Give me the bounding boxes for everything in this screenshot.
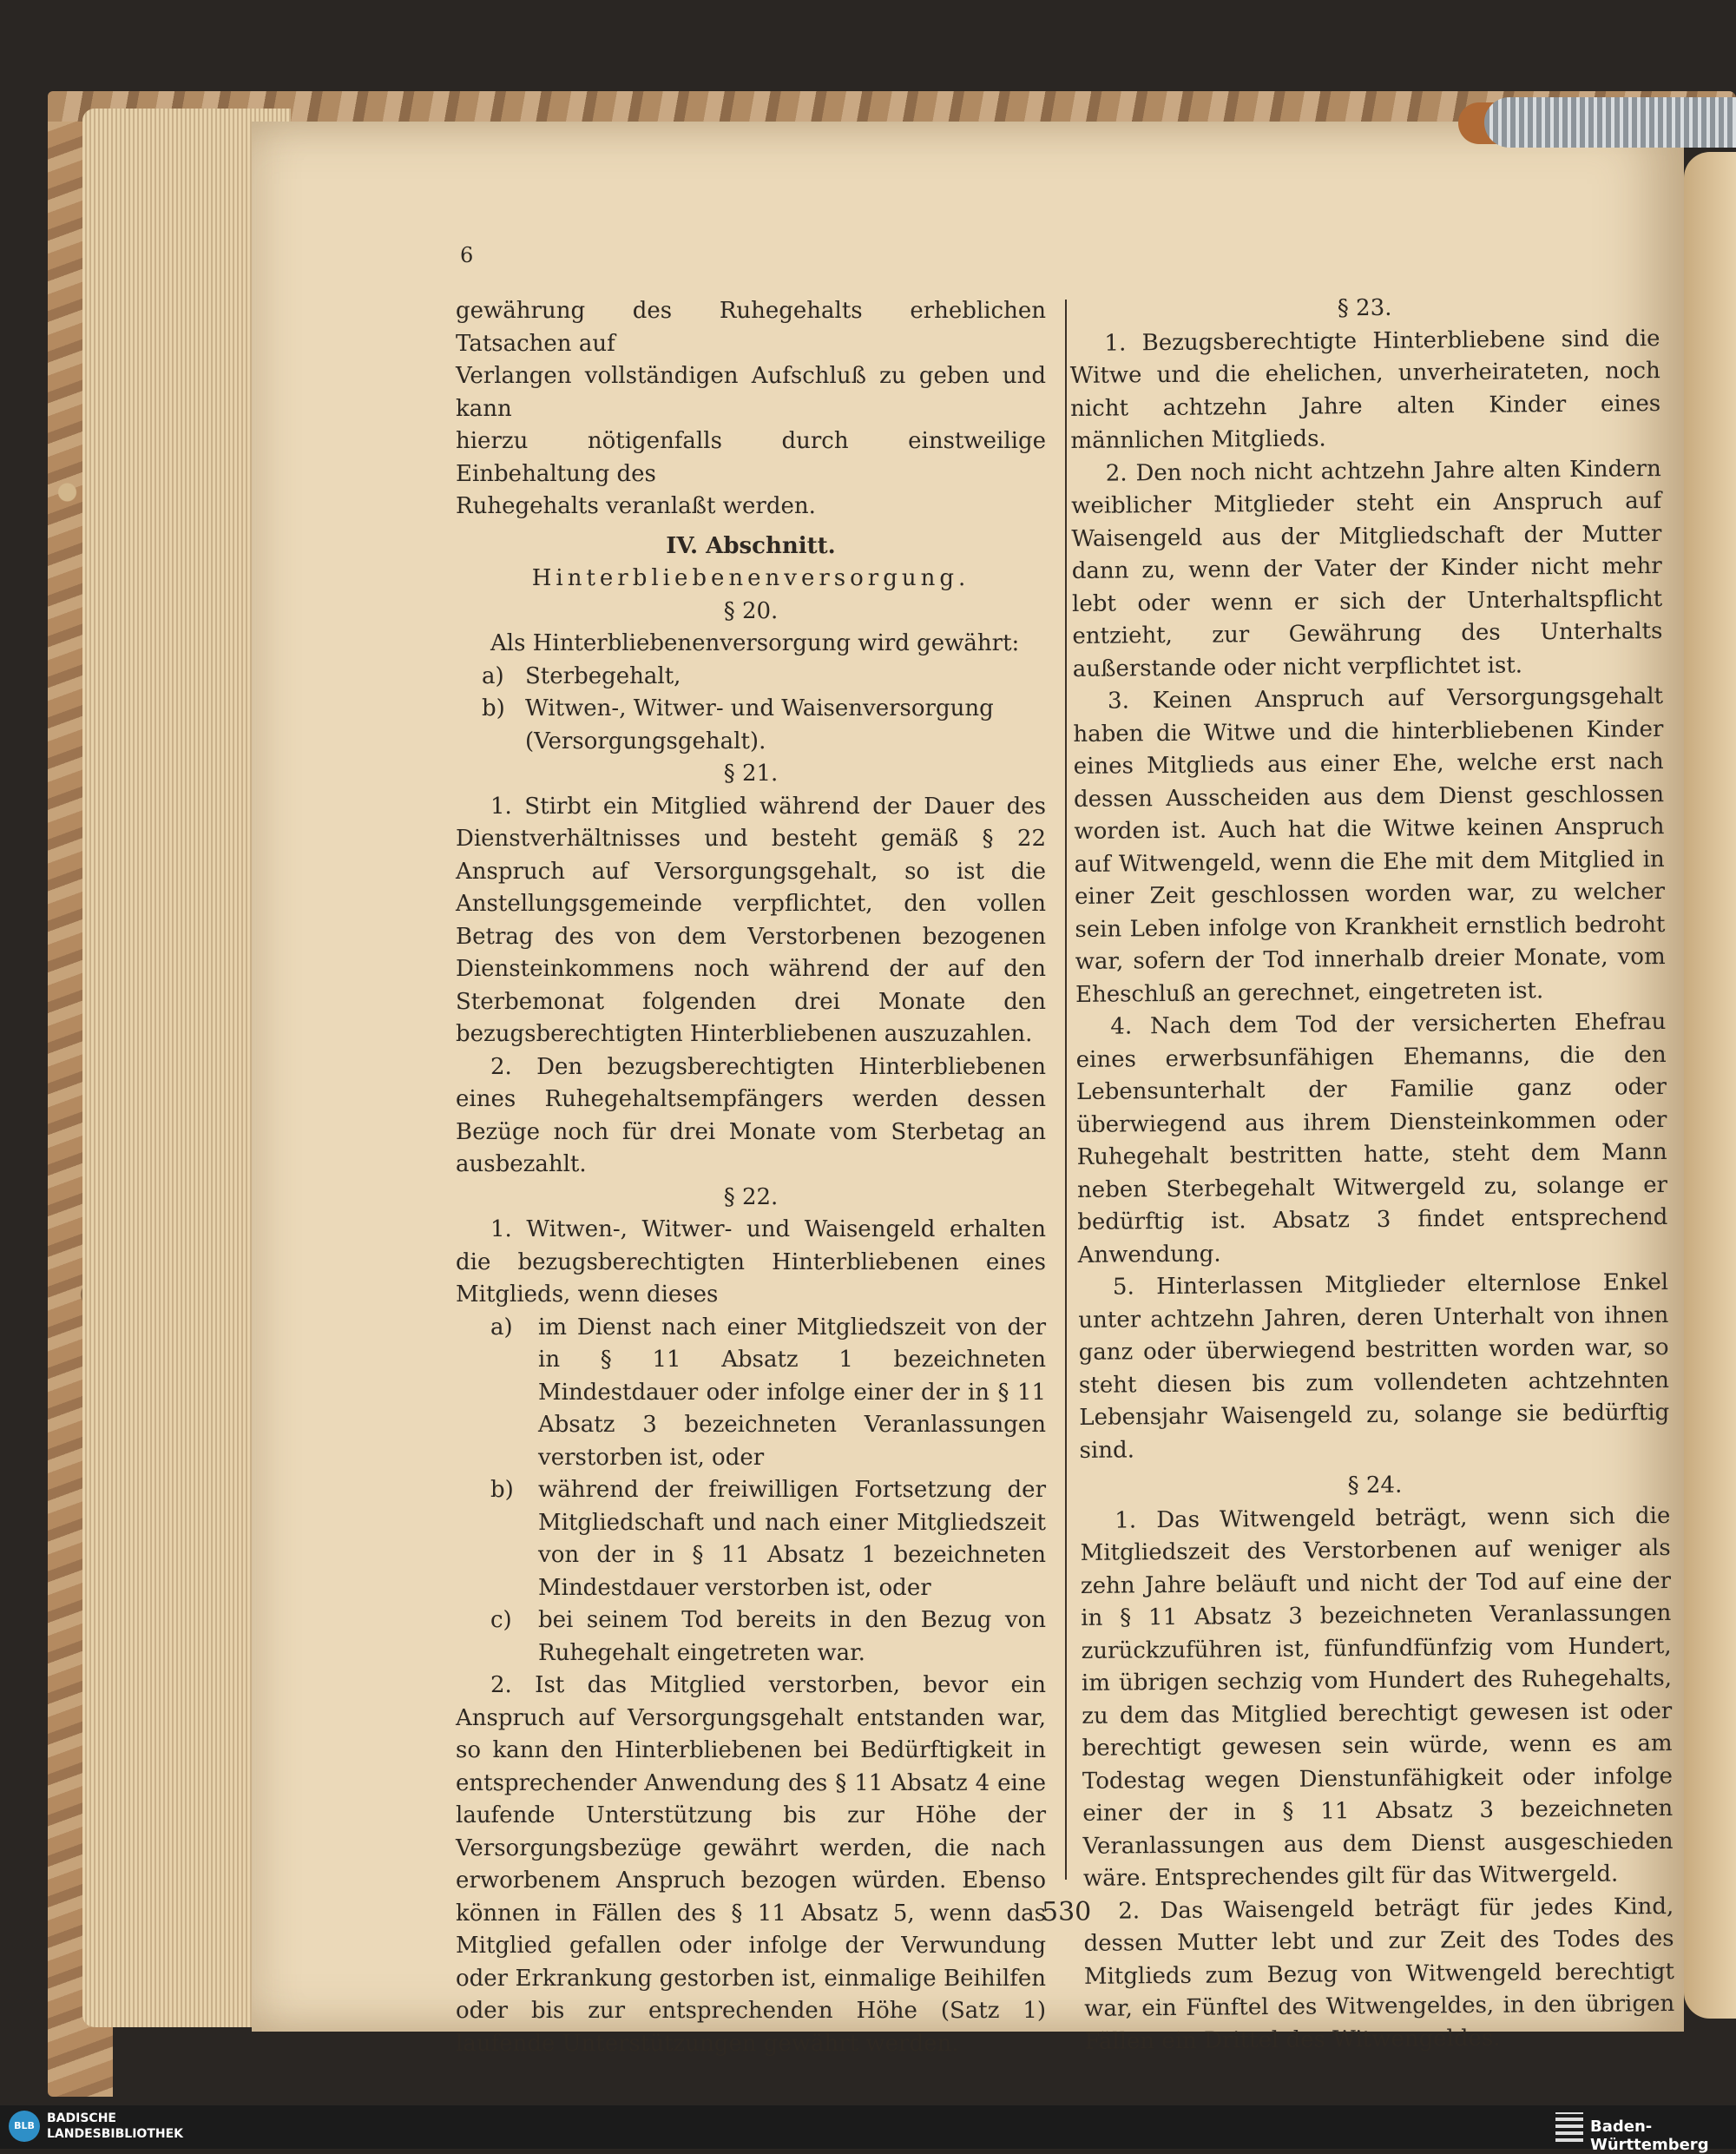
bw-coat-of-arms-icon — [1555, 2112, 1583, 2142]
paragraph-24-text-1: 1. Das Witwengeld beträgt, wenn sich die Mitgliedszeit des Verstorbenen auf weniger als zehn Jahre beläuft und nicht der Tod auf eine der in § 11 Absatz 3 bezeichneten Veranlassungen zurückzuführen ist, fünfundfünfzig vom Hundert, im übrigen sechzig vom Hundert des Ruhegehalts, zu dem das Mitglied berechtigt gewesen ist oder berechtigt gewesen sein würde, wenn es am Todestag wegen Dienstunfähigkeit oder infolge einer der in § 11 Absatz 3 bezeichneten Veranlassungen aus dem Dienst ausgeschieden wäre. Entsprechendes gilt für das Witwergeld. — [1080, 1502, 1674, 1892]
list-item-text: Witwen-, Witwer- und Waisenversorgung (Versorgungsgehalt). — [525, 695, 994, 754]
list-item — [456, 1312, 1046, 1475]
list-item-text: im Dienst nach einer Mitgliedszeit von der in § 11 Absatz 1 bezeichneten Mindestdauer oder infolge einer der in § 11 Absatz 3 bezeichneten Veranlassungen verstorben ist, oder — [538, 1314, 1046, 1471]
intro-line: hierzu nötigenfalls durch einstweilige Einbehaltung des — [456, 428, 1046, 487]
list-item-label: b) — [482, 695, 505, 721]
list-item — [456, 693, 1046, 758]
paragraph-21-text-1: 1. Stirbt ein Mitglied während der Dauer des Dienstverhältnisses und besteht gemäß § 22 Anspruch auf Versorgungsgehalt, so ist die Anstellungsgemeinde verpflichtet, den vollen Betrag des von dem Verstorbenen bezogenen Diensteinkommens noch während der auf den Sterbemonat folgenden drei Monate den bezugsberechtigten Hinterbliebenen auszuzahlen. — [456, 793, 1046, 1047]
paragraph-21-text-2: 2. Den bezugsberechtigten Hinterbliebenen eines Ruhegehaltsempfängers werden dessen Bezüge noch für drei Monate vom Sterbetag an ausbezahlt. — [456, 1053, 1046, 1177]
page-number-bottom: 530 — [1042, 1897, 1092, 1927]
library-name — [47, 2111, 183, 2142]
paragraph-20-text: Als Hinterbliebenenversorgung wird gewährt: — [490, 630, 1020, 656]
list-item-label: c) — [490, 1607, 512, 1633]
paragraph-20-heading: § 20. — [723, 597, 779, 624]
library-name-line-1: BADISCHE — [47, 2111, 116, 2125]
bookmark-ribbon — [1484, 97, 1736, 148]
column-divider — [1065, 300, 1067, 1880]
list-item-label: b) — [490, 1477, 514, 1503]
paragraph-23-text-2: 2. Den noch nicht achtzehn Jahre alten Kindern weiblicher Mitglieder steht ein Anspruch auf Waisengeld aus der Mitgliedschaft der Mutter dann zu, wenn der Vater der Kinder nicht mehr lebt oder wenn er sich der Unterhaltspflicht entzieht, zur Gewährung des Unterhalts außerstande oder nicht verpflichtet ist. — [1070, 455, 1663, 682]
blb-logo: BLB — [9, 2111, 40, 2142]
paragraph-23-text-1: 1. Bezugsberechtigte Hinterbliebene sind die Witwe und die ehelichen, unverheirateten, noch nicht achtzehn Jahre alten Kinder eines männlichen Mitglieds. — [1069, 325, 1661, 454]
list-item-label: a) — [482, 662, 504, 689]
paragraph-23-text-5: 5. Hinterlassen Mitglieder elternlose Enkel unter achtzehn Jahren, deren Unterhalt von ihnen ganz oder überwiegend bestritten worden war, so steht diesen bis zum vollendeten achtzehnten Lebensjahr Waisengeld zu, solange sie bedürftig sind. — [1078, 1269, 1670, 1464]
state-name: Baden-Württemberg — [1590, 2118, 1709, 2154]
footer-bar — [0, 2105, 1736, 2154]
page-number-top: 6 — [460, 243, 474, 267]
paragraph-23-heading: § 23. — [1337, 294, 1392, 322]
facing-page-edge — [1684, 152, 1736, 2019]
list-item-text: Sterbegehalt, — [525, 662, 681, 689]
list-item — [456, 1604, 1046, 1670]
paragraph-23-text-4: 4. Nach dem Tod der versicherten Ehefrau eines erwerbsunfähigen Ehemanns, die den Lebensunterhalt der Familie ganz oder überwiegend aus ihrem Diensteinkommen oder Ruhegehalt bestritten hatte, steht dem Mann neben Sterbegehalt Witwergeld zu, solange er bedürftig ist. Absatz 3 findet entsprechend Anwendung. — [1075, 1009, 1668, 1268]
paragraph-24-text-2: 2. Das Waisengeld beträgt für jedes Kind, dessen Mutter lebt und zur Zeit des Todes des Mitglieds zum Bezug von Witwengeld berechtigt war, ein Fünftel des Witwengeldes, in den übrigen Fällen ein Drittel des Witwengeldes. — [1083, 1893, 1675, 2055]
library-name-line-2: LANDESBIBLIOTHEK — [47, 2127, 184, 2141]
paragraph-21-heading: § 21. — [723, 761, 779, 787]
list-item — [456, 661, 1046, 694]
paragraph-24-heading: § 24. — [1347, 1472, 1403, 1499]
paragraph-23-text-3: 3. Keinen Anspruch auf Versorgungsgehalt haben die Witwe und die hinterbliebenen Kinder eines Mitglieds aus einer Ehe, welche erst nach dessen Ausscheiden aus dem Dienst geschlossen worden ist. Auch hat die Witwe keinen Anspruch auf Witwengeld, wenn die Ehe mit dem Mitglied in einer Zeit geschlossen worden war, zu welcher sein Leben infolge von Krankheit ernstlich bedroht war, sofern der Tod innerhalb dreier Monate, vom Eheschluß an gerechnet, eingetreten ist. — [1073, 683, 1666, 1008]
section-title: Hinterbliebenenversorgung. — [531, 565, 970, 591]
paragraph-22-heading: § 22. — [723, 1183, 779, 1210]
right-column — [1069, 290, 1675, 2058]
list-item-text: bei seinem Tod bereits in den Bezug von Ruhegehalt eingetreten war. — [538, 1607, 1046, 1666]
paragraph-22-text-2: 2. Ist das Mitglied verstorben, bevor ein Anspruch auf Versorgungsgehalt entstanden war, so kann den Hinterbliebenen bei Bedürftigkeit in entsprechender Anwendung des § 11 Absatz 4 eine laufende Unterstützung bis zur Höhe der Versorgungsbezüge gewährt werden, die nach erworbenem Anspruch bezogen würden. Ebenso können in Fällen des § 11 Absatz 5, wenn das Mitglied gefallen oder infolge der Verwundung oder Erkrankung gestorben ist, einmalige Beihilfen oder bis zur entsprechenden Höhe (Satz 1) laufende Unterstützungen gewährt werden. — [456, 1672, 1046, 2057]
intro-line: Ruhegehalts veranlaßt werden. — [456, 493, 816, 519]
intro-line: gewährung des Ruhegehalts erheblichen Tatsachen auf — [456, 298, 1046, 357]
paragraph-22-text-1: 1. Witwen-, Witwer- und Waisengeld erhalten die bezugsberechtigten Hinterbliebenen eines Mitglieds, wenn dieses — [456, 1216, 1046, 1308]
list-item-label: a) — [490, 1314, 513, 1340]
left-column — [456, 295, 1046, 2060]
list-item-text: während der freiwilligen Fortsetzung der Mitgliedschaft und nach einer Mitgliedszeit von der in § 11 Absatz 1 bezeichneten Mindestdauer verstorben ist, oder — [538, 1477, 1046, 1601]
section-heading: IV. Abschnitt. — [666, 532, 836, 559]
intro-line: Verlangen vollständigen Aufschluß zu geben und kann — [456, 363, 1046, 422]
list-item — [456, 1474, 1046, 1604]
